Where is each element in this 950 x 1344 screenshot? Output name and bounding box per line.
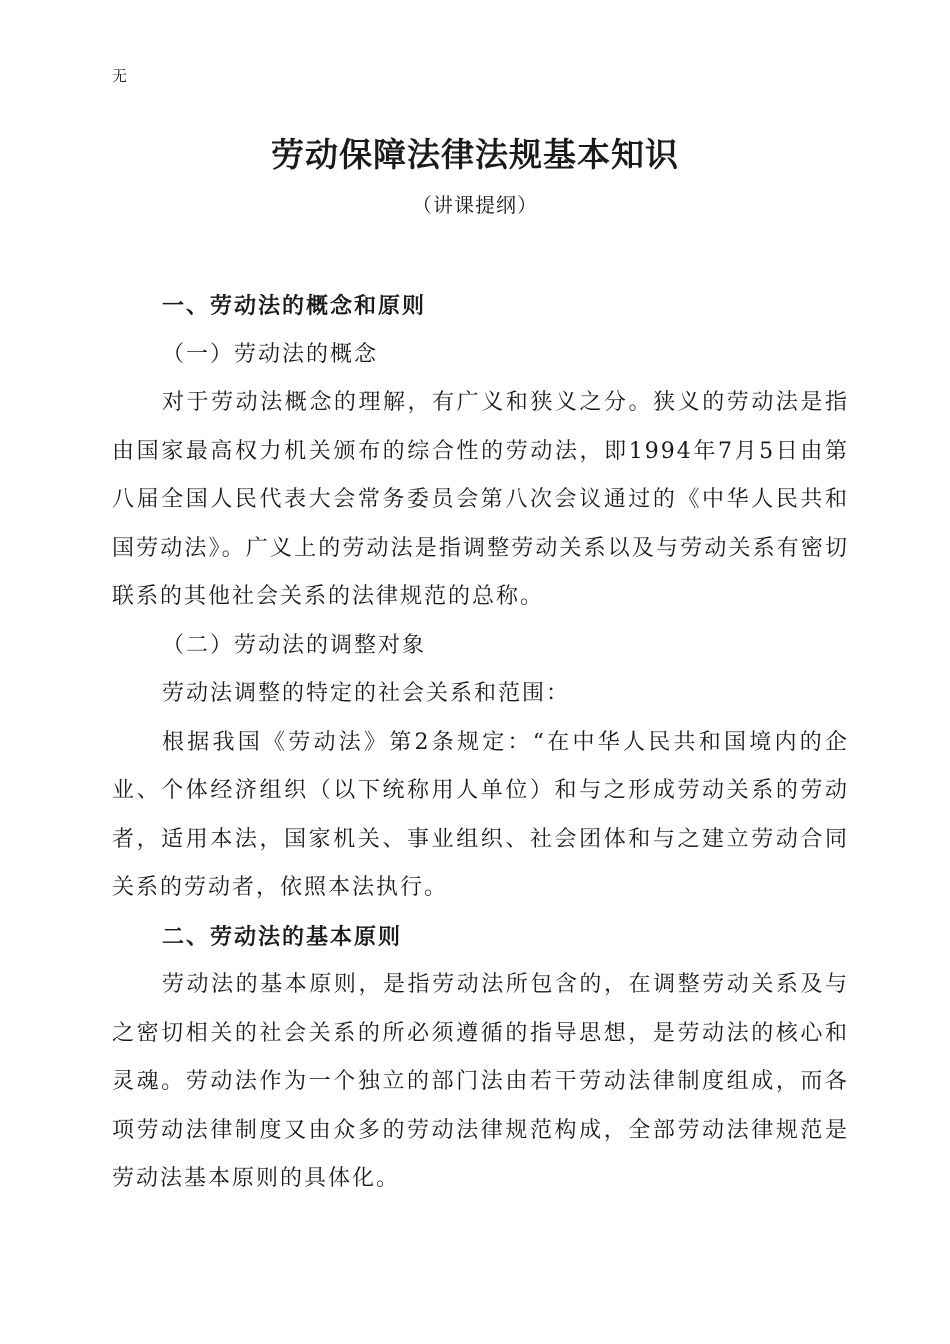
section-2-paragraph-1: 劳动法的基本原则，是指劳动法所包含的，在调整劳动关系及与之密切相关的社会关系的所必须遵循的指导思想，是劳动法的核心和灵魂。劳动法作为一个独立的部门法由若干劳动法律制度组成，而各项劳动法律制度又由众多的劳动法律规范构成，全部劳动法律规范是劳动法基本原则的具体化。: [112, 972, 849, 1191]
header-mark: 无: [112, 67, 128, 85]
document-body: [112, 282, 849, 1204]
section-1-paragraph-3: 根据我国《劳动法》第2条规定：“在中华人民共和国境内的企业、个体经济组织（以下统称用人单位）和与之形成劳动关系的劳动者，适用本法，国家机关、事业组织、社会团体和与之建立劳动合同关系的劳动者，依照本法执行。: [112, 729, 849, 900]
section-1-heading: 一、劳动法的概念和原则: [162, 293, 427, 319]
section-2-heading: 二、劳动法的基本原则: [162, 923, 403, 950]
section-1-subheading-1: （一）劳动法的概念: [162, 341, 379, 367]
section-1-paragraph-2: 劳动法调整的特定的社会关系和范围：: [162, 681, 571, 706]
section-1-paragraph-1: 对于劳动法概念的理解，有广义和狭义之分。狭义的劳动法是指由国家最高权力机关颁布的综合性的劳动法，即1994年7月5日由第八届全国人民代表大会常务委员会第八次会议通过的《中华人民共和国劳动法》。广义上的劳动法是指调整劳动关系以及与劳动关系有密切联系的其他社会关系的法律规范的总称。: [112, 390, 849, 609]
document-title: 劳动保障法律法规基本知识: [271, 135, 679, 174]
document-subtitle: （讲课提纲）: [412, 193, 538, 217]
section-1-subheading-2: （二）劳动法的调整对象: [162, 632, 427, 658]
